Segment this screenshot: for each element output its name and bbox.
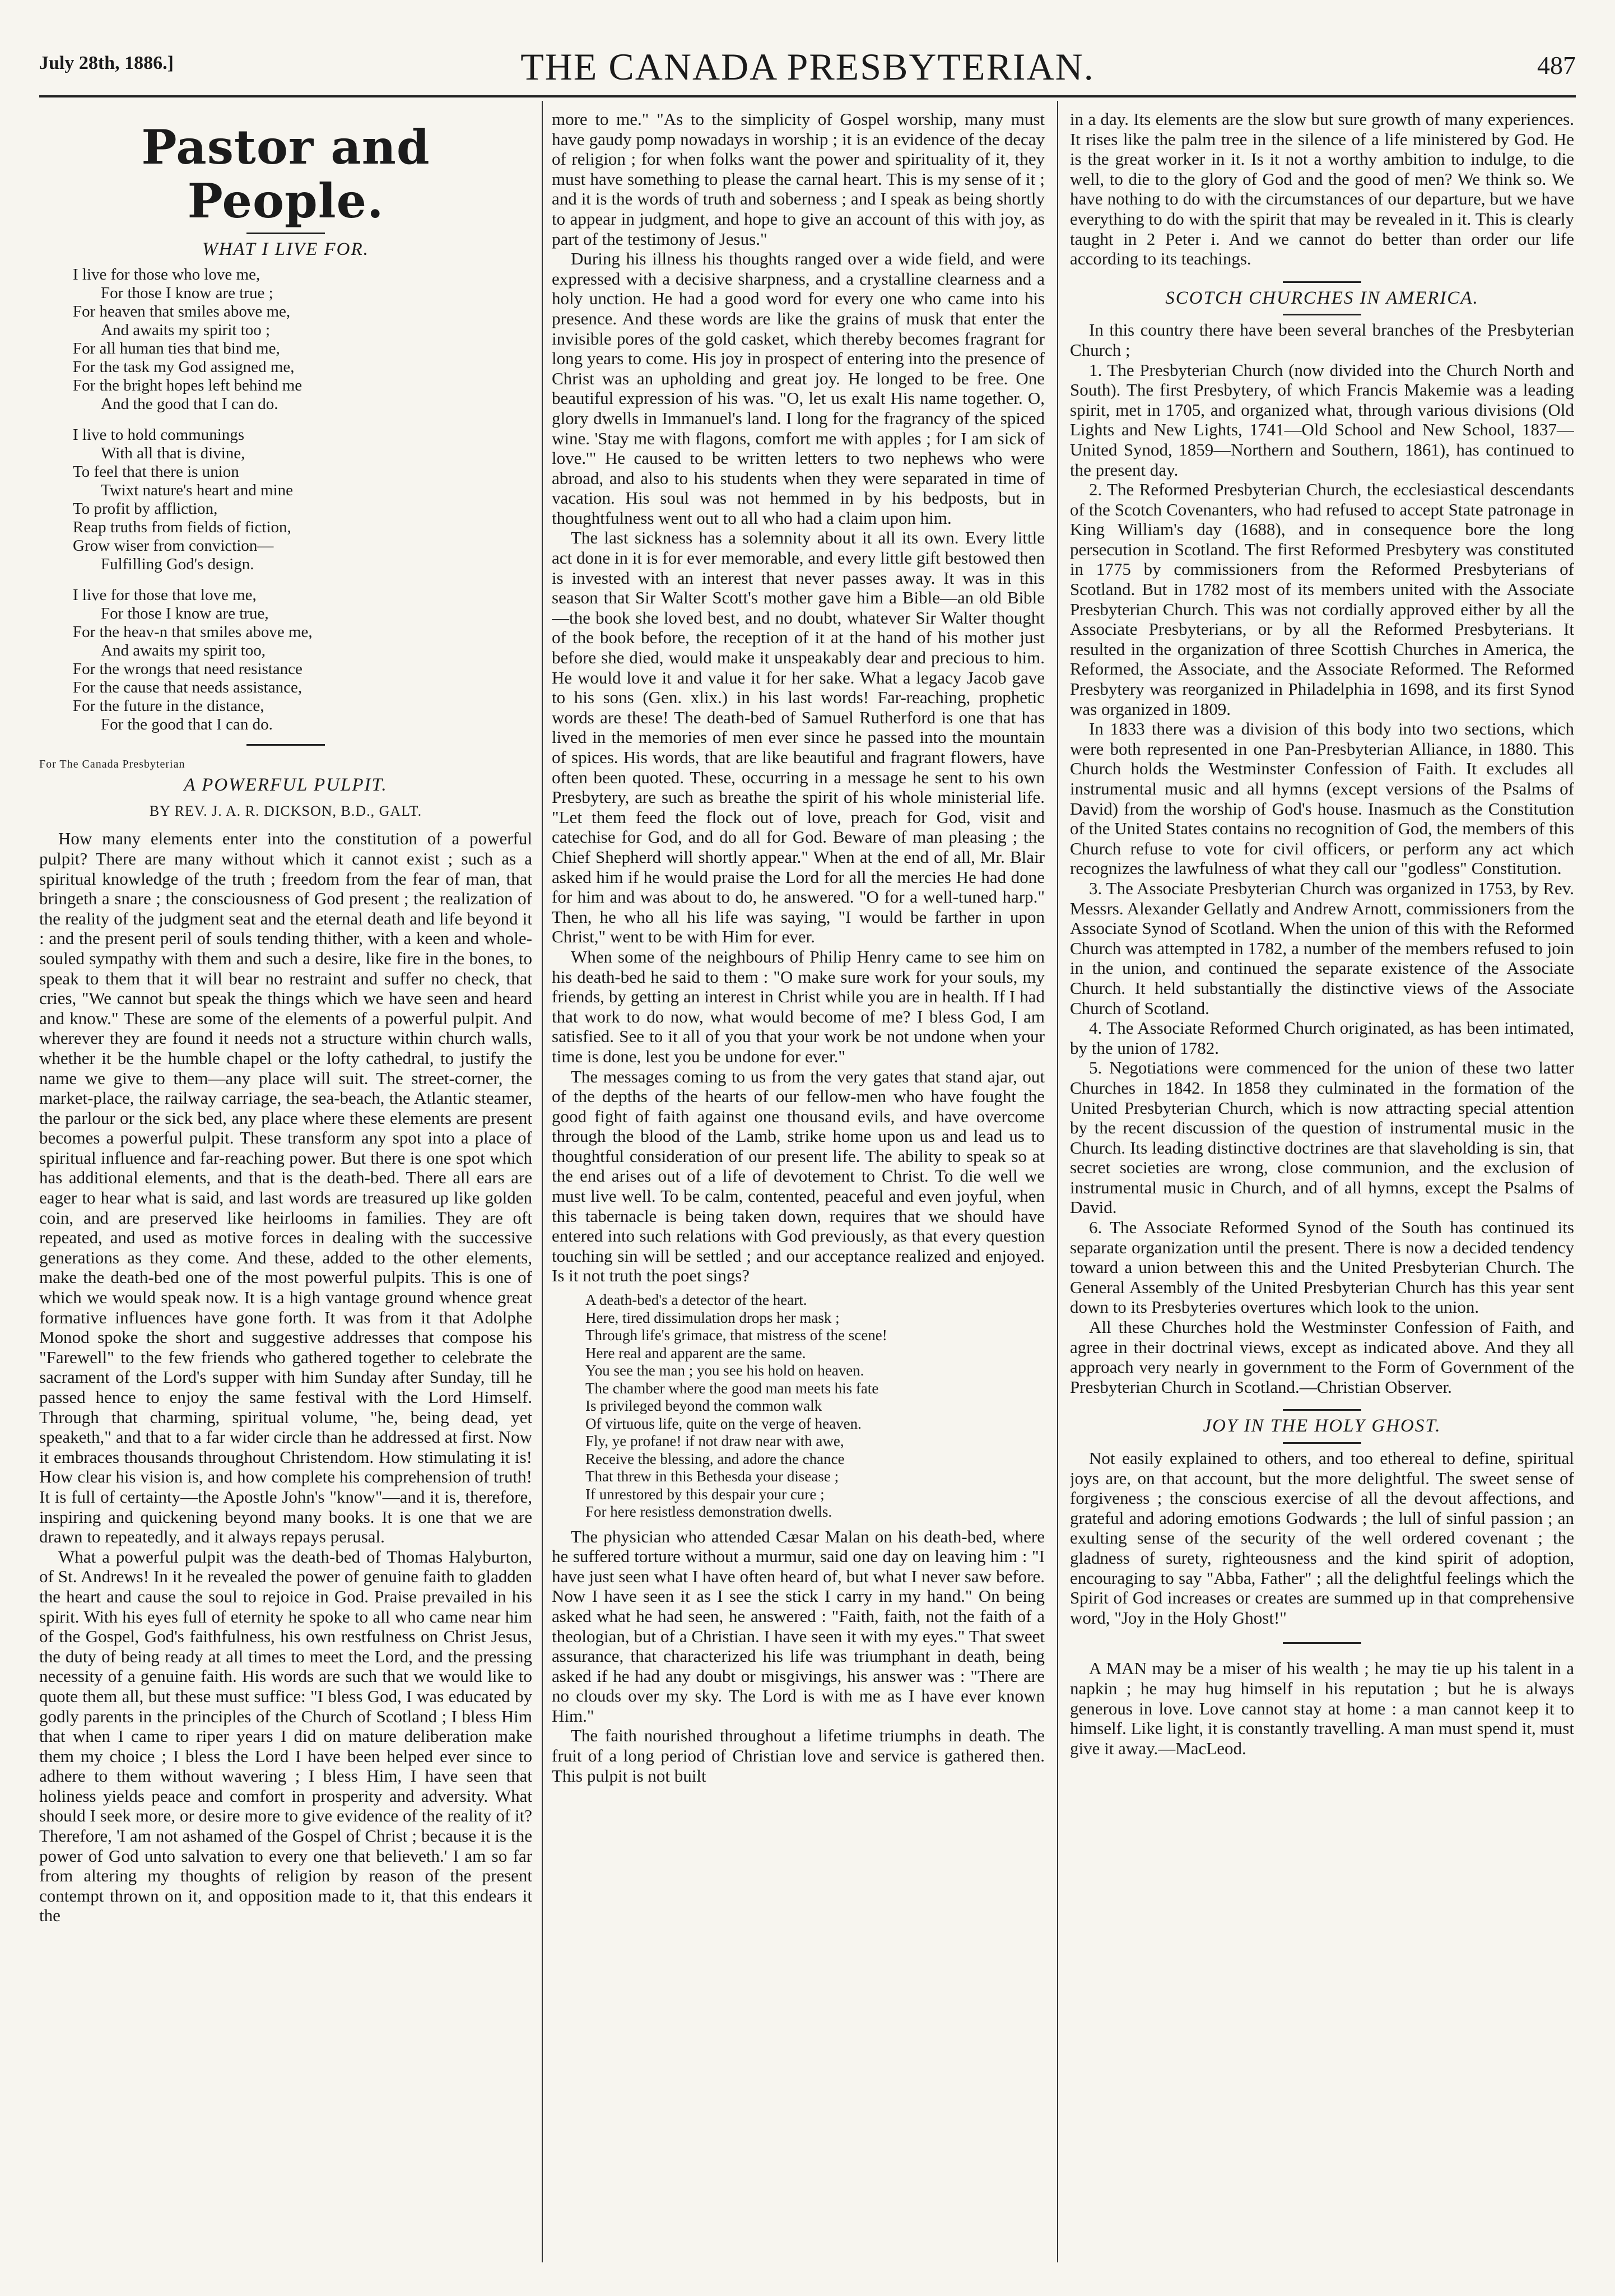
paragraph: The physician who attended Cæsar Malan on his death-bed, where he suffered torture without a murmur, said one day on leaving him : "I have just seen what I have often heard of, but what I never saw before. Now I have seen it as I see the stick I carry in my hand." On being asked what he had seen, he answered : "Faith, faith, not the faith of a theologian, but of a Christian. I have seen it with my eyes." That sweet assurance, that characterized his life was triumphant in death, being asked if he had any doubt or misgivings, his answer was : "There are no clouds over my sky. The Lord is with me as I have ever known Him.": [552, 1526, 1045, 1726]
poem-line: And the good that I can do.: [101, 394, 278, 413]
paragraph: When some of the neighbours of Philip Henry came to see him on his death-bed he said to them : "O make sure work for your souls, my friends, by getting an interest in Christ while you are in health. If I had that work to do now, what would become of me? I bless God, I am satisfied. See to it all of you that your work be not undone when your time is done, lest you be undone for ever.": [552, 946, 1045, 1066]
article-title: A POWERFUL PULPIT.: [184, 775, 388, 796]
paragraph: 1. The Presbyterian Church (now divided into the Church North and South). The first Presbytery, of which Francis Makemie was a leading spirit, met in 1705, and organized what, through various divisions (Old Lights and New Lights, 1741—Old School and New School, 1837—United Synod, 1859—Northern and Southern, 1861), has continued to the present day.: [1070, 360, 1574, 480]
poem-line: The chamber where the good man meets his fate: [585, 1379, 879, 1397]
section-title: SCOTCH CHURCHES IN AMERICA.: [1165, 287, 1479, 308]
paragraph: The faith nourished throughout a lifetime triumphs in death. The fruit of a long period of Christian love and service is gathered then. This pulpit is not built: [552, 1726, 1045, 1786]
section-title: JOY IN THE HOLY GHOST.: [1203, 1416, 1441, 1437]
poem-line: Of virtuous life, quite on the verge of heaven.: [585, 1415, 862, 1432]
divider: [1283, 1409, 1361, 1411]
paragraph: A MAN may be a miser of his wealth ; he may tie up his talent in a napkin ; he may hug himself in his reputation ; but he is always generous in love. Love cannot stay at home : a man cannot keep it to himself. Like light, it is constantly travelling. A man must spend it, must give it away.—MacLeod.: [1070, 1658, 1574, 1758]
poem-line: With all that is divine,: [101, 444, 245, 462]
poem-line: For those I know are true,: [101, 604, 269, 622]
poem-line: Here, tired dissimulation drops her mask ;: [585, 1309, 840, 1326]
paragraph: In this country there have been several branches of the Presbyterian Church ;: [1070, 320, 1574, 360]
page-number: 487: [1537, 51, 1576, 80]
poem-line: For the good that I can do.: [101, 715, 273, 733]
paragraph: All these Churches hold the Westminster Confession of Faith, and agree in their doctrinal views, except as indicated above. And they all approach very nearly in government to the Form of Government of the Presbyterian Church in Scotland.—Christian Observer.: [1070, 1317, 1574, 1397]
paragraph: During his illness his thoughts ranged over a wide field, and were expressed with a decisive sharpness, and a crystalline clearness and a holy unction. He had a good word for every one who came into his presence. And these words are like the grains of musk that enter the invisible pores of the gold casket, which thereby becomes fragrant for long years to come. His joy in prospect of entering into the presence of Christ was an upholding and great joy. He longed to be free. One beautiful expression of his was. "O, let us exalt His name together. O, glory dwells in Immanuel's land. I long for the fragrancy of the spiced wine. 'Stay me with flagons, comfort me with apples ; for I am sick of love.'" He caused to be written letters to two nephews who were abroad, and also to his students when they were separated in time of vacation. His soul was not hemmed in by his bedposts, but in thoughtfulness went out to all who had a claim upon him.: [552, 249, 1045, 528]
poem-line: For the heav-n that smiles above me,: [73, 622, 313, 641]
poem-line: For the task my God assigned me,: [73, 357, 295, 376]
issue-date: July 28th, 1886.]: [39, 53, 174, 73]
poem-line: I live for those who love me,: [73, 265, 260, 283]
paragraph: 4. The Associate Reformed Church originated, as has been intimated, by the union of 1782.: [1070, 1018, 1574, 1058]
paragraph: In 1833 there was a division of this body into two sections, which were both represented in one Pan-Presbyterian Alliance, in 1880. This Church holds the Westminster Confession of Faith. It excludes all instrumental music and all hymns (except versions of the Psalms of David) from the worship of God's house. Inasmuch as the Constitution of the United States contains no recognition of God, the members of this Church refuse to vote for civil officers, or perform any act which recognizes the lawfulness of what they call our "godless" Constitution.: [1070, 719, 1574, 879]
quoted-poem: [552, 1291, 1045, 1521]
paragraph: 2. The Reformed Presbyterian Church, the ecclesiastical descendants of the Scotch Covenanters, who had refused to accept State patronage in King William's day (1688), and in consequence bore the long persecution in Scotland. The first Reformed Presbytery was constituted in 1775 by commissioners from the Reformed Presbyterians of Scotland. But in 1782 most of its members united with the Associate Presbyterian Church. This was not cordially approved either by all the Associate Presbyterians, or by all the Reformed Presbyterians. It resulted in the organization of three Scottish Churches in America, the Reformed, the Associate, and the Associate Reformed. The Reformed Presbytery was reorganized in Philadelphia in 1698, and its first Synod was organized in 1809.: [1070, 480, 1574, 719]
poem-line: And awaits my spirit too,: [101, 641, 266, 659]
section-masthead: Pastor and People.: [141, 119, 430, 229]
poem-line: Receive the blessing, and adore the chance: [585, 1450, 845, 1467]
poem-title: WHAT I LIVE FOR.: [202, 239, 369, 259]
poem-line: A death-bed's a detector of the heart.: [585, 1291, 807, 1309]
for-line: For The Canada Presbyterian: [39, 757, 185, 770]
paragraph: 6. The Associate Reformed Synod of the South has continued its separate organization until the present. There is now a decided tendency toward a union between this and the United Presbyterian Church. The General Assembly of the United Presbyterian Church has this year sent down to its Presbyteries overtures which look to the union.: [1070, 1217, 1574, 1317]
poem-line: For here resistless demonstration dwells.: [585, 1503, 832, 1521]
column-divider: [1057, 101, 1058, 2262]
divider: [1283, 314, 1361, 315]
poem-line: I live for those that love me,: [73, 585, 257, 604]
column-divider: [542, 101, 543, 2262]
poem-line: For the future in the distance,: [73, 696, 264, 715]
paragraph: Not easily explained to others, and too ethereal to define, spiritual joys are, on that account, but the more delightful. The sweet sense of forgiveness ; the conscious exercise of all the devout affections, and grateful and adoring emotions Godwards ; the lull of sinful passion ; an exulting sense of the security of the well ordered covenant ; the gladness of surety, righteousness and the kind spirit of adoption, encouraging to say "Abba, Father" ; all the delightful feelings which the Spirit of God increases or creates are summed up in that comprehensive word, "Joy in the Holy Ghost!": [1070, 1448, 1574, 1628]
divider: [246, 744, 325, 746]
poem-line: For the bright hopes left behind me: [73, 376, 302, 394]
poem-line: Reap truths from fields of fiction,: [73, 518, 291, 536]
poem-line: To profit by affliction,: [73, 499, 218, 518]
paragraph: The last sickness has a solemnity about it all its own. Every little act done in it is for ever memorable, and every little gift bestowed then is invested with an interest that never passes away. It was in this season that Sir Walter Scott's mother gave him a Bible—an old Bible—the book she loved best, and no doubt, whatever Sir Walter thought of the book before, the reception of it at the hand of his mother just before she died, would make it unspeakably dear and precious to him. He would love it and value it for her sake. What a legacy Jacob gave to his sons (Gen. xlix.) in his last words! Far-reaching, prophetic words are these! The death-bed of Samuel Rutherford is one that has lived in the memories of men ever since he passed into the mountain of spices. His words, that are like beautiful and fragrant flowers, have often been quoted. These, occurring in a message he sent to his own Presbytery, are such as breathe the spirit of his whole ministerial life. "Let them feed the flock out of love, preach for God, visit and catechise for God, and do all for God. Beware of man pleasing ; the Chief Shepherd will shortly appear." When at the end of all, Mr. Blair asked him if he would praise the Lord for all the mercies He had done for him and was about to do, he answered. "O for a well-tuned harp." Then, he who all his life was saying, "I would be farther in upon Christ," went to be with Him for ever.: [552, 528, 1045, 947]
poem-line: I live to hold communings: [73, 425, 245, 444]
newspaper-title: THE CANADA PRESBYTERIAN.: [520, 45, 1095, 88]
poem-line: Grow wiser from conviction—: [73, 536, 274, 555]
paragraph: 5. Negotiations were commenced for the union of these two latter Churches in 1842. In 1858 they culminated in the formation of the United Presbyterian Church, which is now attracting special attention by the recent discussion of the question of instrumental music in the Church. Its leading distinctive doctrines are that slaveholding is sin, that secret societies are wrong, close communion, and the exclusion of instrumental music in Church, and of all hymns, except the Psalms of David.: [1070, 1058, 1574, 1217]
paragraph: in a day. Its elements are the slow but sure growth of many experiences. It rises like the palm tree in the silence of a life ministered by God. He is the great worker in it. Is it not a worthy ambition to indulge, to die well, to die to the glory of God and the good of men? We think so. We have nothing to do with the circumstances of our departure, but we have everything to do with the spirit that may be revealed in it. This is clearly taught in 2 Peter i. And we cannot do better than order our life according to its teachings.: [1070, 109, 1574, 269]
poem-line: You see the man ; you see his hold on heaven.: [585, 1362, 864, 1379]
divider: [246, 233, 325, 234]
poem-line: For heaven that smiles above me,: [73, 302, 291, 320]
poem-line: And awaits my spirit too ;: [101, 320, 271, 339]
poem-line: Fulfilling God's design.: [101, 555, 254, 573]
poem: [39, 266, 532, 734]
divider: [1283, 281, 1361, 283]
paragraph: more to me." "As to the simplicity of Gospel worship, many must have gaudy pomp nowadays in worship ; it is an evidence of the decay of religion ; for when folks want the power and spirituality of it, they must have something to please the carnal heart. This is my sense of it ; and it is the words of truth and soberness ; and I speak as being shortly to appear in judgment, and hope to give an account of this with joy, as part of the testimony of Jesus.": [552, 109, 1045, 249]
column-1: [39, 109, 532, 2262]
column-3: [1070, 109, 1574, 2262]
page-header: [39, 34, 1576, 95]
poem-line: Is privileged beyond the common walk: [585, 1397, 822, 1415]
poem-line: For the wrongs that need resistance: [73, 659, 302, 678]
poem-line: For those I know are true ;: [101, 283, 273, 302]
poem-line: Fly, ye profane! if not draw near with awe,: [585, 1433, 844, 1450]
divider: [1283, 1642, 1361, 1644]
poem-line: For the cause that needs assistance,: [73, 678, 302, 696]
header-rule: [39, 95, 1576, 97]
poem-line: Twixt nature's heart and mine: [101, 481, 294, 499]
paragraph: 3. The Associate Presbyterian Church was organized in 1753, by Rev. Messrs. Alexander Gellatly and Andrew Arnott, commissioners from the Associate Synod of Scotland. When the union of this with the Reformed Church was attempted in 1782, a number of the members refused to join in the union, and continued the separate existence of the Associate Church. It held substantially the distinctive views of the Associate Church of Scotland.: [1070, 878, 1574, 1018]
paragraph: What a powerful pulpit was the death-bed of Thomas Halyburton, of St. Andrews! In it he revealed the power of genuine faith to gladden the heart and cause the soul to rejoice in God. Praise prevailed in his spirit. With his eyes full of eternity he spoke to all who came near him of the Gospel, God's faithfulness, his own restfulness on Christ Jesus, the duty of being ready at all times to meet the Lord, and the pressing necessity of a genuine faith. His words are such that we would like to quote them all, but these must suffice: "I bless God, I was educated by godly parents in the principles of the Church of Scotland ; I bless Him that when I came to riper years I did on mature deliberation make them my choice ; I bless the Lord I have been helped ever since to adhere to them without wavering ; I bless Him, I have seen that holiness yields peace and comfort in prosperity and adversity. What should I seek more, or desire more to give evidence of the reality of it? Therefore, 'I am not ashamed of the Gospel of Christ ; because it is the power of God unto salvation to every one that believeth.' I am so far from altering my thoughts of religion by reason of the present contempt thrown on it, and opposition made to it, that this endears it the: [39, 1546, 532, 1926]
divider: [1283, 1442, 1361, 1444]
poem-line: Here real and apparent are the same.: [585, 1344, 806, 1361]
poem-line: If unrestored by this despair your cure ;: [585, 1485, 825, 1503]
poem-line: Through life's grimace, that mistress of the scene!: [585, 1327, 887, 1344]
poem-line: For all human ties that bind me,: [73, 339, 280, 357]
byline: BY REV. J. A. R. DICKSON, B.D., GALT.: [149, 802, 422, 819]
paragraph: The messages coming to us from the very gates that stand ajar, out of the depths of the hearts of our fellow-men who have fought the good fight of faith against one thousand evils, and have overcome through the blood of the Lamb, strike home upon us and lead us to thoughtful consideration of our present life. The ability to speak so at the end arises out of a life of devotement to Christ. To die well we must live well. To be calm, contented, peaceful and even joyful, when this tabernacle is being taken down, requires that we should have entered into such relations with God previously, as that every question touching sin will be settled ; and our acceptance realized and enjoyed. Is it not truth the poet sings?: [552, 1066, 1045, 1286]
poem-line: To feel that there is union: [73, 462, 239, 481]
paragraph: How many elements enter into the constitution of a powerful pulpit? There are many without which it cannot exist ; such as a spiritual knowledge of the truth ; freedom from the fear of man, that bringeth a snare ; the consciousness of God present ; the realization of the reality of the judgment seat and the eternal death and life beyond it : and the present peril of souls tending thither, with a keen and whole-souled sympathy with them and such a desire, like fire in the bones, to speak to them that it will bear no restraint and suffer no check, that cries, "We cannot but speak the things which we have seen and heard and know." These are some of the elements of a powerful pulpit. And wherever they are found it needs not a structure within church walls, whether it be the humble chapel or the lofty cathedral, to justify the name we give to them—any place will suit. The street-corner, the market-place, the railway carriage, the sea-beach, the Atlantic steamer, the parlour or the sick bed, any place where these elements are present becomes a powerful pulpit. These transform any spot into a place of spiritual influence and far-reaching power. But there is one spot which has additional elements, and that is the death-bed. There all ears are eager to hear what is said, and last words are treasured up like golden coin, and are preserved like heirlooms in families. They are oft repeated, and used as motive forces in dealing with the successive generations as they come. And these, added to the other elements, make the death-bed one of the most powerful pulpits. This is one of which we would speak now. It is a high vantage ground whence great formative influences have gone forth. It was from it that Adolphe Monod spoke the short and suggestive addresses that compose his "Farewell" to the few friends who gathered together to celebrate the sacrament of the Lord's supper with him Sunday after Sunday, till he passed hence to enjoy the same festival with the Lord Himself. Through that charming, spiritual volume, "he, being dead, yet speaketh," and that to a far wider circle than he addressed at first. Now it embraces thousands throughout Christendom. How stimulating it is! How clear his vision is, and how complete his comprehension of truth! It is full of certainty—the Apostle John's "know"—and it is, therefore, inspiring and quickening beyond many books. It is one that we are drawn to repeatedly, and it always repays perusal.: [39, 829, 532, 1547]
poem-line: That threw in this Bethesda your disease ;: [585, 1468, 839, 1485]
column-2: [552, 109, 1045, 2262]
